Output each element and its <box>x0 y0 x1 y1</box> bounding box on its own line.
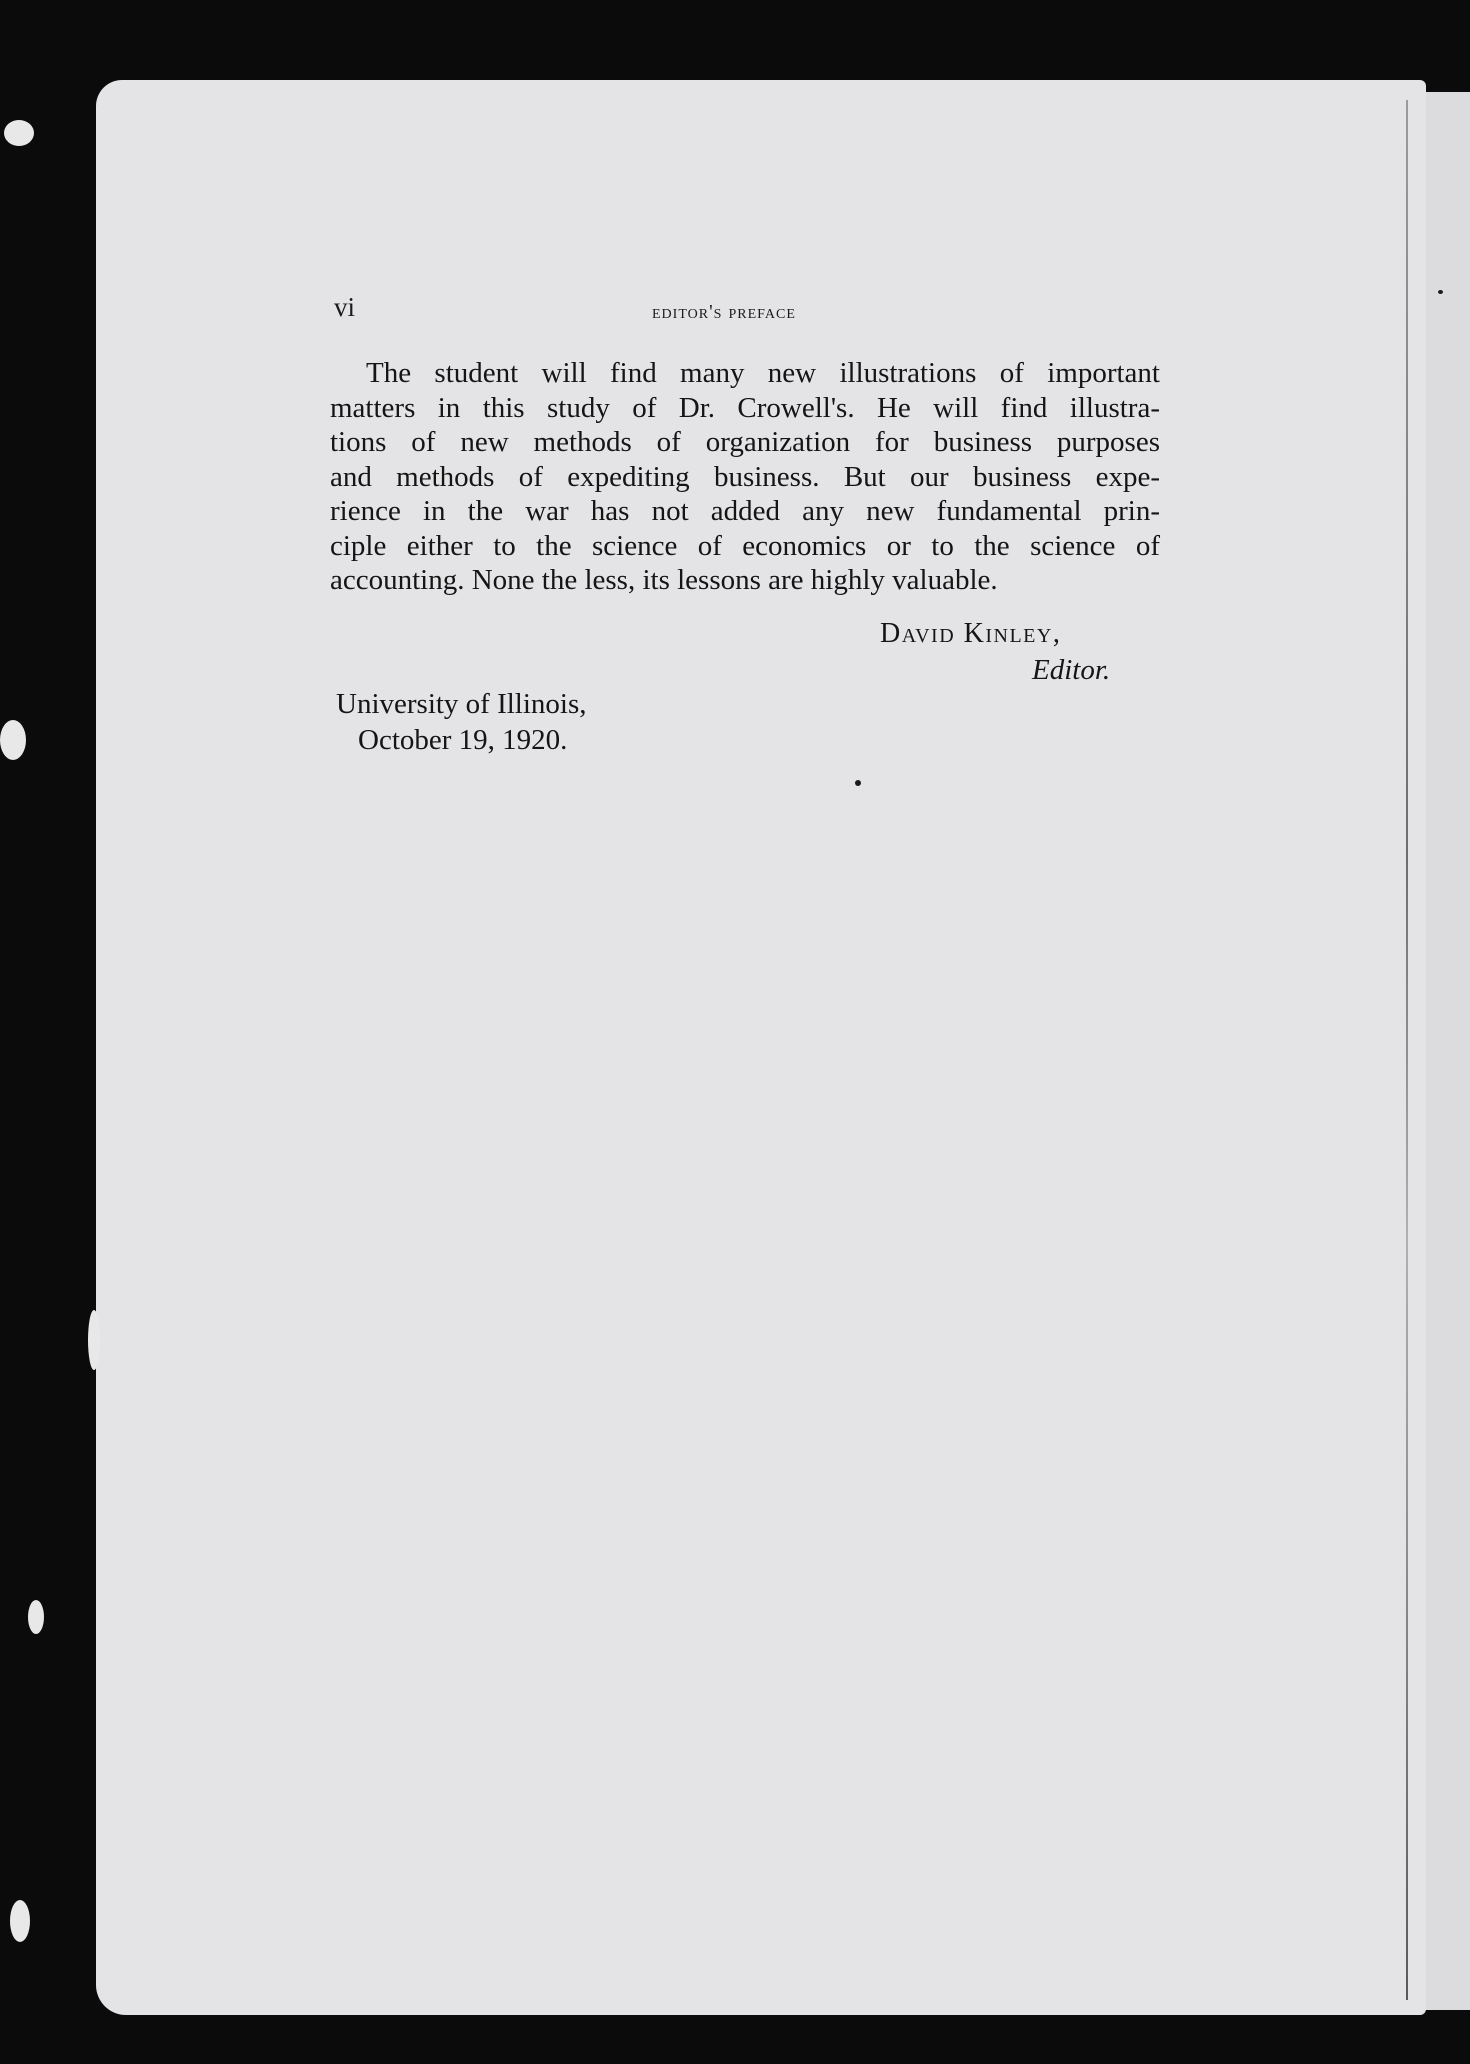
signature-title: Editor. <box>1032 654 1111 686</box>
preface-paragraph <box>330 356 1160 598</box>
page-number: vi <box>334 292 356 322</box>
signature-name: David Kinley, <box>880 618 1062 649</box>
scan-speck <box>10 1900 30 1942</box>
institution: University of Illinois, <box>336 688 587 720</box>
running-head: editor's preface <box>652 301 796 323</box>
text-line: and methods of expediting business. But our business expe- <box>330 460 1160 493</box>
scan-speck <box>0 720 26 760</box>
text-line: matters in this study of Dr. Crowell's. He will find illustra- <box>330 391 1160 424</box>
scan-speck <box>4 120 34 146</box>
scan-speck <box>88 1310 100 1370</box>
text-line: accounting. None the less, its lessons are highly valuable. <box>330 564 998 596</box>
text-line: The student will find many new illustrations of important <box>366 357 1160 389</box>
gutter-line <box>1406 100 1408 2000</box>
text-line: ciple either to the science of economics or to the science of <box>330 529 1160 562</box>
ink-dot <box>855 780 861 786</box>
date: October 19, 1920. <box>358 724 568 756</box>
scan-speck <box>28 1600 44 1634</box>
text-line: tions of new methods of organization for business purposes <box>330 426 1160 458</box>
ink-dot <box>1438 290 1443 294</box>
place-and-date <box>336 686 587 758</box>
text-line: rience in the war has not added any new fundamental prin- <box>330 495 1160 527</box>
